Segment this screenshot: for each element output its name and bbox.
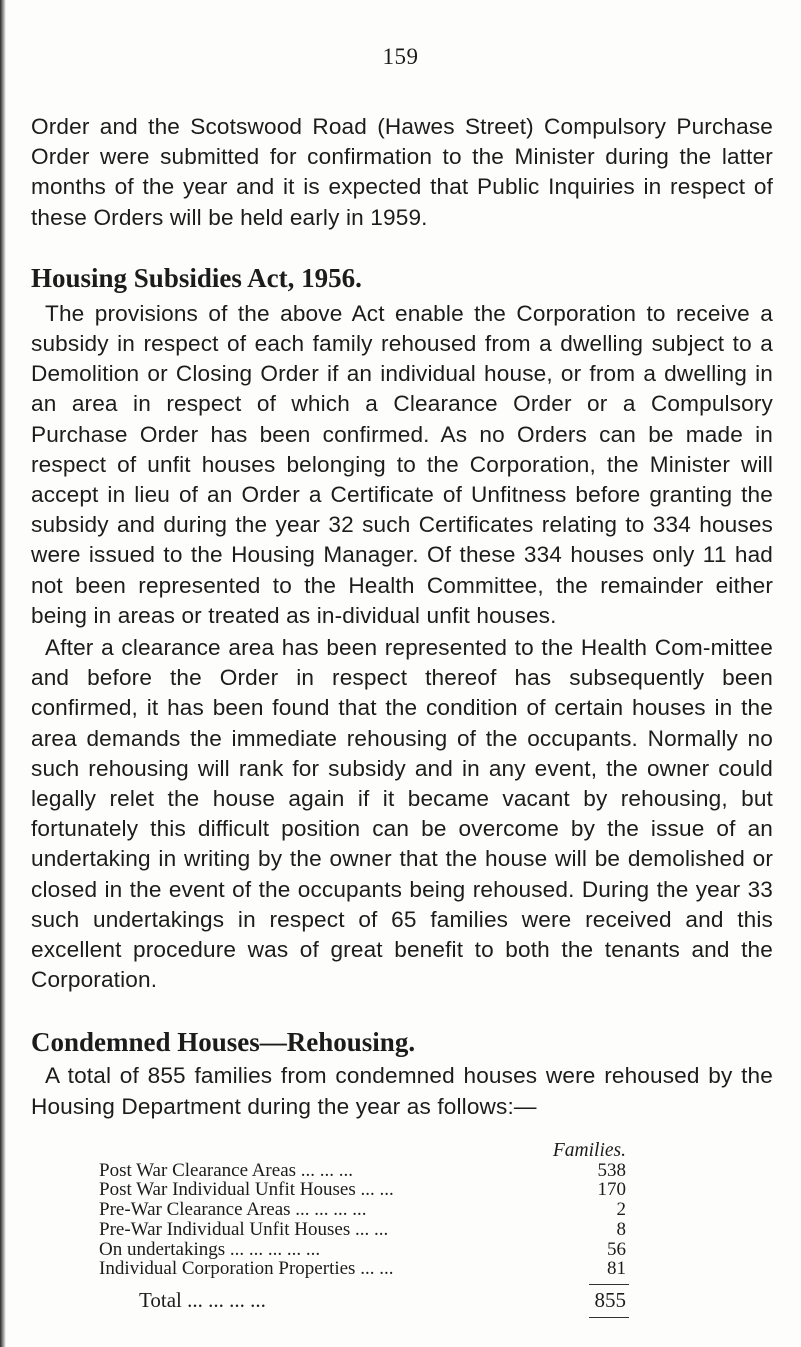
page-number: 159: [382, 44, 419, 69]
subsidies-paragraph-2: After a clearance area has been represented to the Health Com-mittee and before the Order in respect thereof has subsequently been confirmed, it has been found that the condition of certain houses in the area demands the immediate rehousing of the occupants. Normally no such rehousing will rank for subsidy and in any event, the owner could legally relet the house again if it became vacant by rehousing, but fortunately this difficult position can be overcome by the issue of an undertaking in writing by the owner that the house will be demolished or closed in the event of the occupants being rehoused. During the year 33 such undertakings in respect of 65 families were received and this excellent procedure was of great benefit to both the tenants and the Corporation.: [31, 635, 773, 993]
total-value: 855: [594, 1287, 626, 1312]
row-value: 81: [607, 1258, 626, 1280]
condemned-houses-heading: Condemned Houses—Rehousing.: [31, 1027, 416, 1058]
row-value: 538: [597, 1159, 626, 1181]
page-left-edge-shadow: [0, 0, 6, 1347]
row-label: Post War Individual Unfit Houses ... ...: [99, 1179, 394, 1201]
table-row: [99, 1180, 629, 1200]
row-label: Pre-War Clearance Areas ... ... ... ...: [99, 1199, 367, 1221]
table-row: [99, 1240, 629, 1260]
subsidies-paragraph-1: The provisions of the above Act enable the Corporation to receive a subsidy in respect of each family rehoused from a dwelling subject to a Demolition or Closing Order if an individual house, or from a dwelling in an area in respect of which a Clearance Order or a Compulsory Purchase Order has been confirmed. As no Orders can be made in respect of unfit houses belonging to the Corporation, the Minister will accept in lieu of an Order a Certificate of Unfitness before granting the subsidy and during the year 32 such Certificates relating to 334 houses were issued to the Housing Manager. Of these 334 houses only 11 had not been represented to the Health Committee, the remainder either being in areas or treated as in-dividual unfit houses.: [31, 300, 773, 628]
table-row: [99, 1220, 629, 1240]
row-label: Post War Clearance Areas ... ... ...: [99, 1159, 354, 1181]
total-row: [99, 1287, 629, 1312]
row-label: On undertakings ... ... ... ... ...: [99, 1238, 321, 1260]
total-top-rule: [589, 1284, 629, 1285]
document-body: [31, 112, 773, 1122]
total-bottom-rule: [589, 1317, 629, 1318]
row-value: 56: [607, 1238, 626, 1260]
condemned-paragraph-1: A total of 855 families from condemned houses were rehoused by the Housing Department during the year as follows:—: [31, 1063, 773, 1119]
housing-subsidies-heading: Housing Subsidies Act, 1956.: [31, 262, 362, 293]
row-value: 170: [597, 1179, 626, 1201]
families-column-header: Families.: [552, 1140, 626, 1161]
row-label: Individual Corporation Properties ... ...: [99, 1258, 394, 1280]
total-label: Total ... ... ... ...: [139, 1287, 266, 1312]
table-row: [99, 1200, 629, 1220]
table-row: [99, 1161, 629, 1181]
table-row: [99, 1259, 629, 1279]
row-value: 2: [616, 1199, 626, 1221]
intro-paragraph: Order and the Scotswood Road (Hawes Street) Compulsory Purchase Order were submitted for confirmation to the Minister during the latter months of the year and it is expected that Public Inquiries in respect of these Orders will be held early in 1959.: [31, 114, 773, 230]
rehousing-table: [99, 1141, 629, 1318]
row-label: Pre-War Individual Unfit Houses ... ...: [99, 1218, 389, 1240]
row-value: 8: [616, 1218, 626, 1240]
